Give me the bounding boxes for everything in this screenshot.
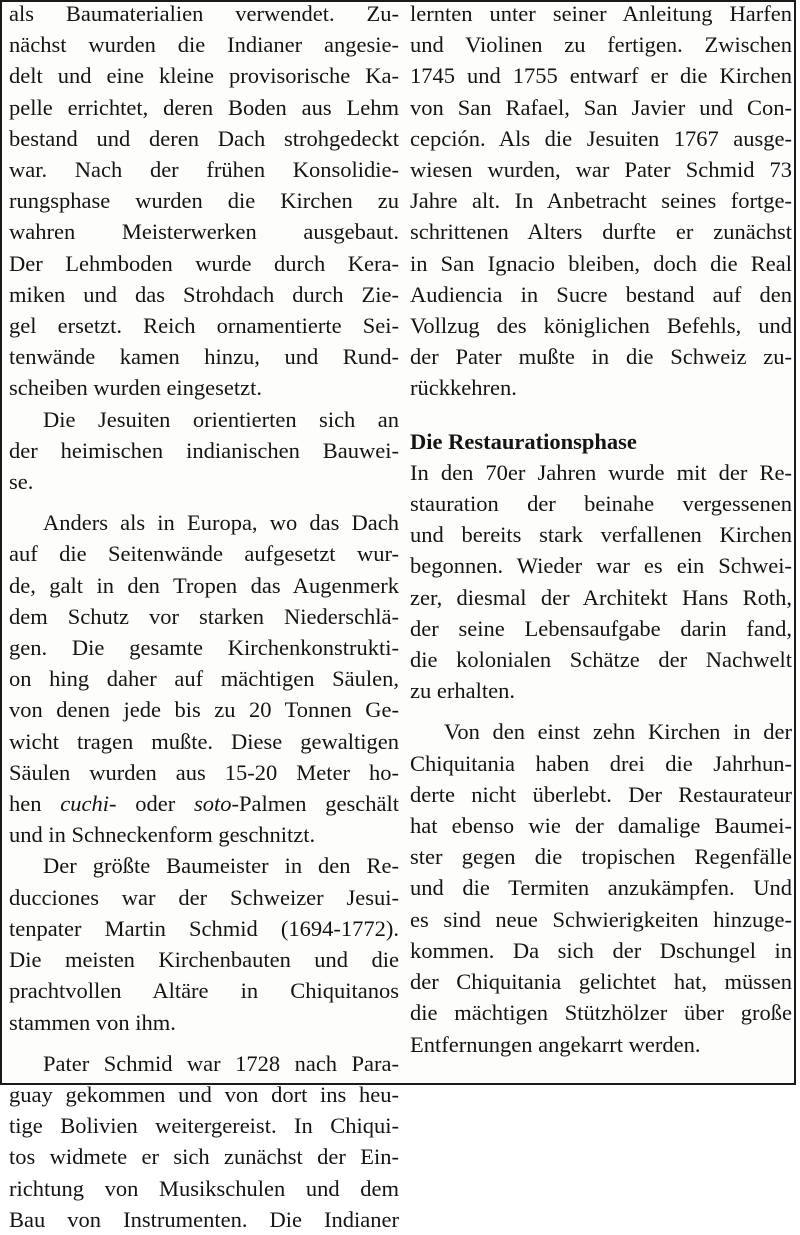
- text-line: wicht tragen mußte. Diese gewaltigen: [9, 728, 399, 754]
- paragraph-gap: [9, 1038, 399, 1048]
- paragraph-4: [9, 850, 399, 1037]
- text-line: Vollzug des königlichen Befehls, und: [410, 313, 792, 339]
- text-line: In den 70er Jahren wurde mit der Re-: [410, 459, 792, 485]
- text-line-italic: [9, 788, 399, 819]
- text-line: scheiben wurden eingesetzt.: [9, 375, 263, 401]
- text-line: Audiencia in Sucre bestand auf den: [410, 281, 792, 307]
- text-line: und die Termiten anzukämpfen. Und: [410, 875, 792, 901]
- text-line: der heimischen indianischen Bauwei-: [9, 437, 399, 463]
- text-line: der Pater mußte in die Schweiz zu-: [410, 344, 792, 370]
- text-line: tenpater Martin Schmid (1694-1772).: [9, 915, 399, 941]
- text-line: de, galt in den Tropen das Augenmerk: [9, 572, 399, 598]
- text-line: als Baumaterialien verwendet. Zu-: [9, 1, 399, 26]
- text-line: kommen. Da sich der Dschungel in: [410, 937, 792, 963]
- text-segment: -Palmen geschält: [231, 791, 399, 817]
- text-line: wahren Meisterwerken ausgebaut.: [9, 219, 399, 245]
- paragraph-8: [410, 716, 792, 1059]
- text-line: hat ebenso wie der damalige Baumei-: [410, 813, 792, 839]
- section-gap: [410, 404, 792, 426]
- right-column: [410, 0, 792, 1060]
- italic-word: cuchi: [60, 791, 109, 817]
- text-line: und Violinen zu fertigen. Zwischen: [410, 32, 792, 58]
- text-line: es sind neue Schwierigkeiten hinzuge-: [410, 906, 792, 932]
- text-line: tenwände kamen hinzu, und Rund-: [9, 344, 399, 370]
- text-line: tige Bolivien weitergereist. In Chiqui-: [9, 1113, 399, 1139]
- text-line: guay gekommen und von dort ins heu-: [9, 1081, 399, 1107]
- text-line: ster gegen die tropischen Regenfälle: [410, 844, 792, 870]
- text-line: on hing daher auf mächtigen Säulen,: [9, 666, 399, 692]
- text-line: auf die Seitenwände aufgesetzt wur-: [9, 541, 399, 567]
- italic-word: soto: [194, 791, 232, 817]
- text-line: bestand und deren Dach strohgedeckt: [9, 125, 399, 151]
- text-line: zu erhalten.: [410, 678, 515, 704]
- paragraph-5: [9, 1048, 399, 1235]
- paragraph-gap: [9, 497, 399, 507]
- text-line: und bereits stark verfallenen Kirchen: [410, 522, 792, 548]
- text-line: Entfernungen angekarrt werden.: [410, 1031, 701, 1057]
- text-line: tos widmete er sich zunächst der Ein-: [9, 1144, 399, 1170]
- text-line: Von den einst zehn Kirchen in der: [444, 719, 792, 745]
- text-line: dem Schutz vor starken Niederschlä-: [9, 603, 399, 629]
- text-line: gen. Die gesamte Kirchenkonstrukti-: [9, 635, 399, 661]
- text-line: Der größte Baumeister in den Re-: [43, 853, 399, 879]
- paragraph-2: [9, 404, 399, 498]
- text-line: Die Jesuiten orientierten sich an: [43, 406, 399, 432]
- paragraph-3: [9, 507, 399, 850]
- text-line: wiesen wurden, war Pater Schmid 73: [410, 157, 792, 183]
- text-line: Die meisten Kirchenbauten und die: [9, 947, 399, 973]
- text-line: war. Nach der frühen Konsolidie-: [9, 157, 399, 183]
- text-line: begonnen. Wieder war es ein Schwei-: [410, 553, 792, 579]
- text-line: der seine Lebensaufgabe darin fand,: [410, 615, 792, 641]
- text-line: zer, diesmal der Architekt Hans Roth,: [410, 584, 792, 610]
- text-line: die kolonialen Schätze der Nachwelt: [410, 647, 792, 673]
- text-line: und in Schneckenform geschnitzt.: [9, 822, 316, 848]
- text-line: pelle errichtet, deren Boden aus Lehm: [9, 94, 399, 120]
- text-line: Jahre alt. In Anbetracht seines fortge-: [410, 188, 792, 214]
- paragraph-6: [410, 0, 792, 404]
- text-line: Bau von Instrumenten. Die Indianer: [9, 1206, 399, 1232]
- text-line: 1745 und 1755 entwarf er die Kirchen: [410, 63, 792, 89]
- text-line: Pater Schmid war 1728 nach Para-: [43, 1050, 399, 1076]
- paragraph-gap: [410, 706, 792, 716]
- paragraph-7: [410, 457, 792, 707]
- text-line: cepción. Als die Jesuiten 1767 ausge-: [410, 125, 792, 151]
- section-heading: Die Restaurationsphase: [410, 428, 637, 454]
- text-line: stammen von ihm.: [9, 1009, 176, 1035]
- text-line: stauration der beinahe vergessenen: [410, 491, 792, 517]
- text-line: miken und das Strohdach durch Zie-: [9, 281, 399, 307]
- text-segment: hen: [9, 791, 61, 817]
- text-line: rungsphase wurden die Kirchen zu: [9, 188, 399, 214]
- text-line: der Chiquitania gelichtet hat, müssen: [410, 969, 792, 995]
- text-line: schrittenen Alters durfte er zunächst: [410, 219, 792, 245]
- text-line: Anders als in Europa, wo das Dach: [43, 510, 399, 536]
- text-line: prachtvollen Altäre in Chiquitanos: [9, 978, 399, 1004]
- text-segment: - oder: [109, 791, 195, 817]
- text-line: se.: [9, 469, 34, 495]
- text-line: Säulen wurden aus 15-20 Meter ho-: [9, 759, 399, 785]
- paragraph-1: [9, 0, 399, 404]
- text-line: lernten unter seiner Anleitung Harfen: [410, 1, 792, 26]
- text-line: delt und eine kleine provisorische Ka-: [9, 63, 399, 89]
- text-line: ducciones war der Schweizer Jesui-: [9, 884, 399, 910]
- text-line: gel ersetzt. Reich ornamentierte Sei-: [9, 313, 399, 339]
- text-line: die mächtigen Stützhölzer über große: [410, 1000, 792, 1026]
- text-line: von denen jede bis zu 20 Tonnen Ge-: [9, 697, 399, 723]
- text-line: Der Lehmboden wurde durch Kera-: [9, 250, 399, 276]
- text-line: rückkehren.: [410, 375, 517, 401]
- text-line: richtung von Musikschulen und dem: [9, 1175, 399, 1201]
- text-line: in San Ignacio bleiben, doch die Real: [410, 250, 792, 276]
- text-line: nächst wurden die Indianer angesie-: [9, 32, 399, 58]
- text-line: derte nicht überlebt. Der Restaurateur: [410, 781, 792, 807]
- text-line: von San Rafael, San Javier und Con-: [410, 94, 792, 120]
- text-line: Chiquitania haben drei die Jahrhun-: [410, 750, 792, 776]
- left-column: [9, 0, 399, 1235]
